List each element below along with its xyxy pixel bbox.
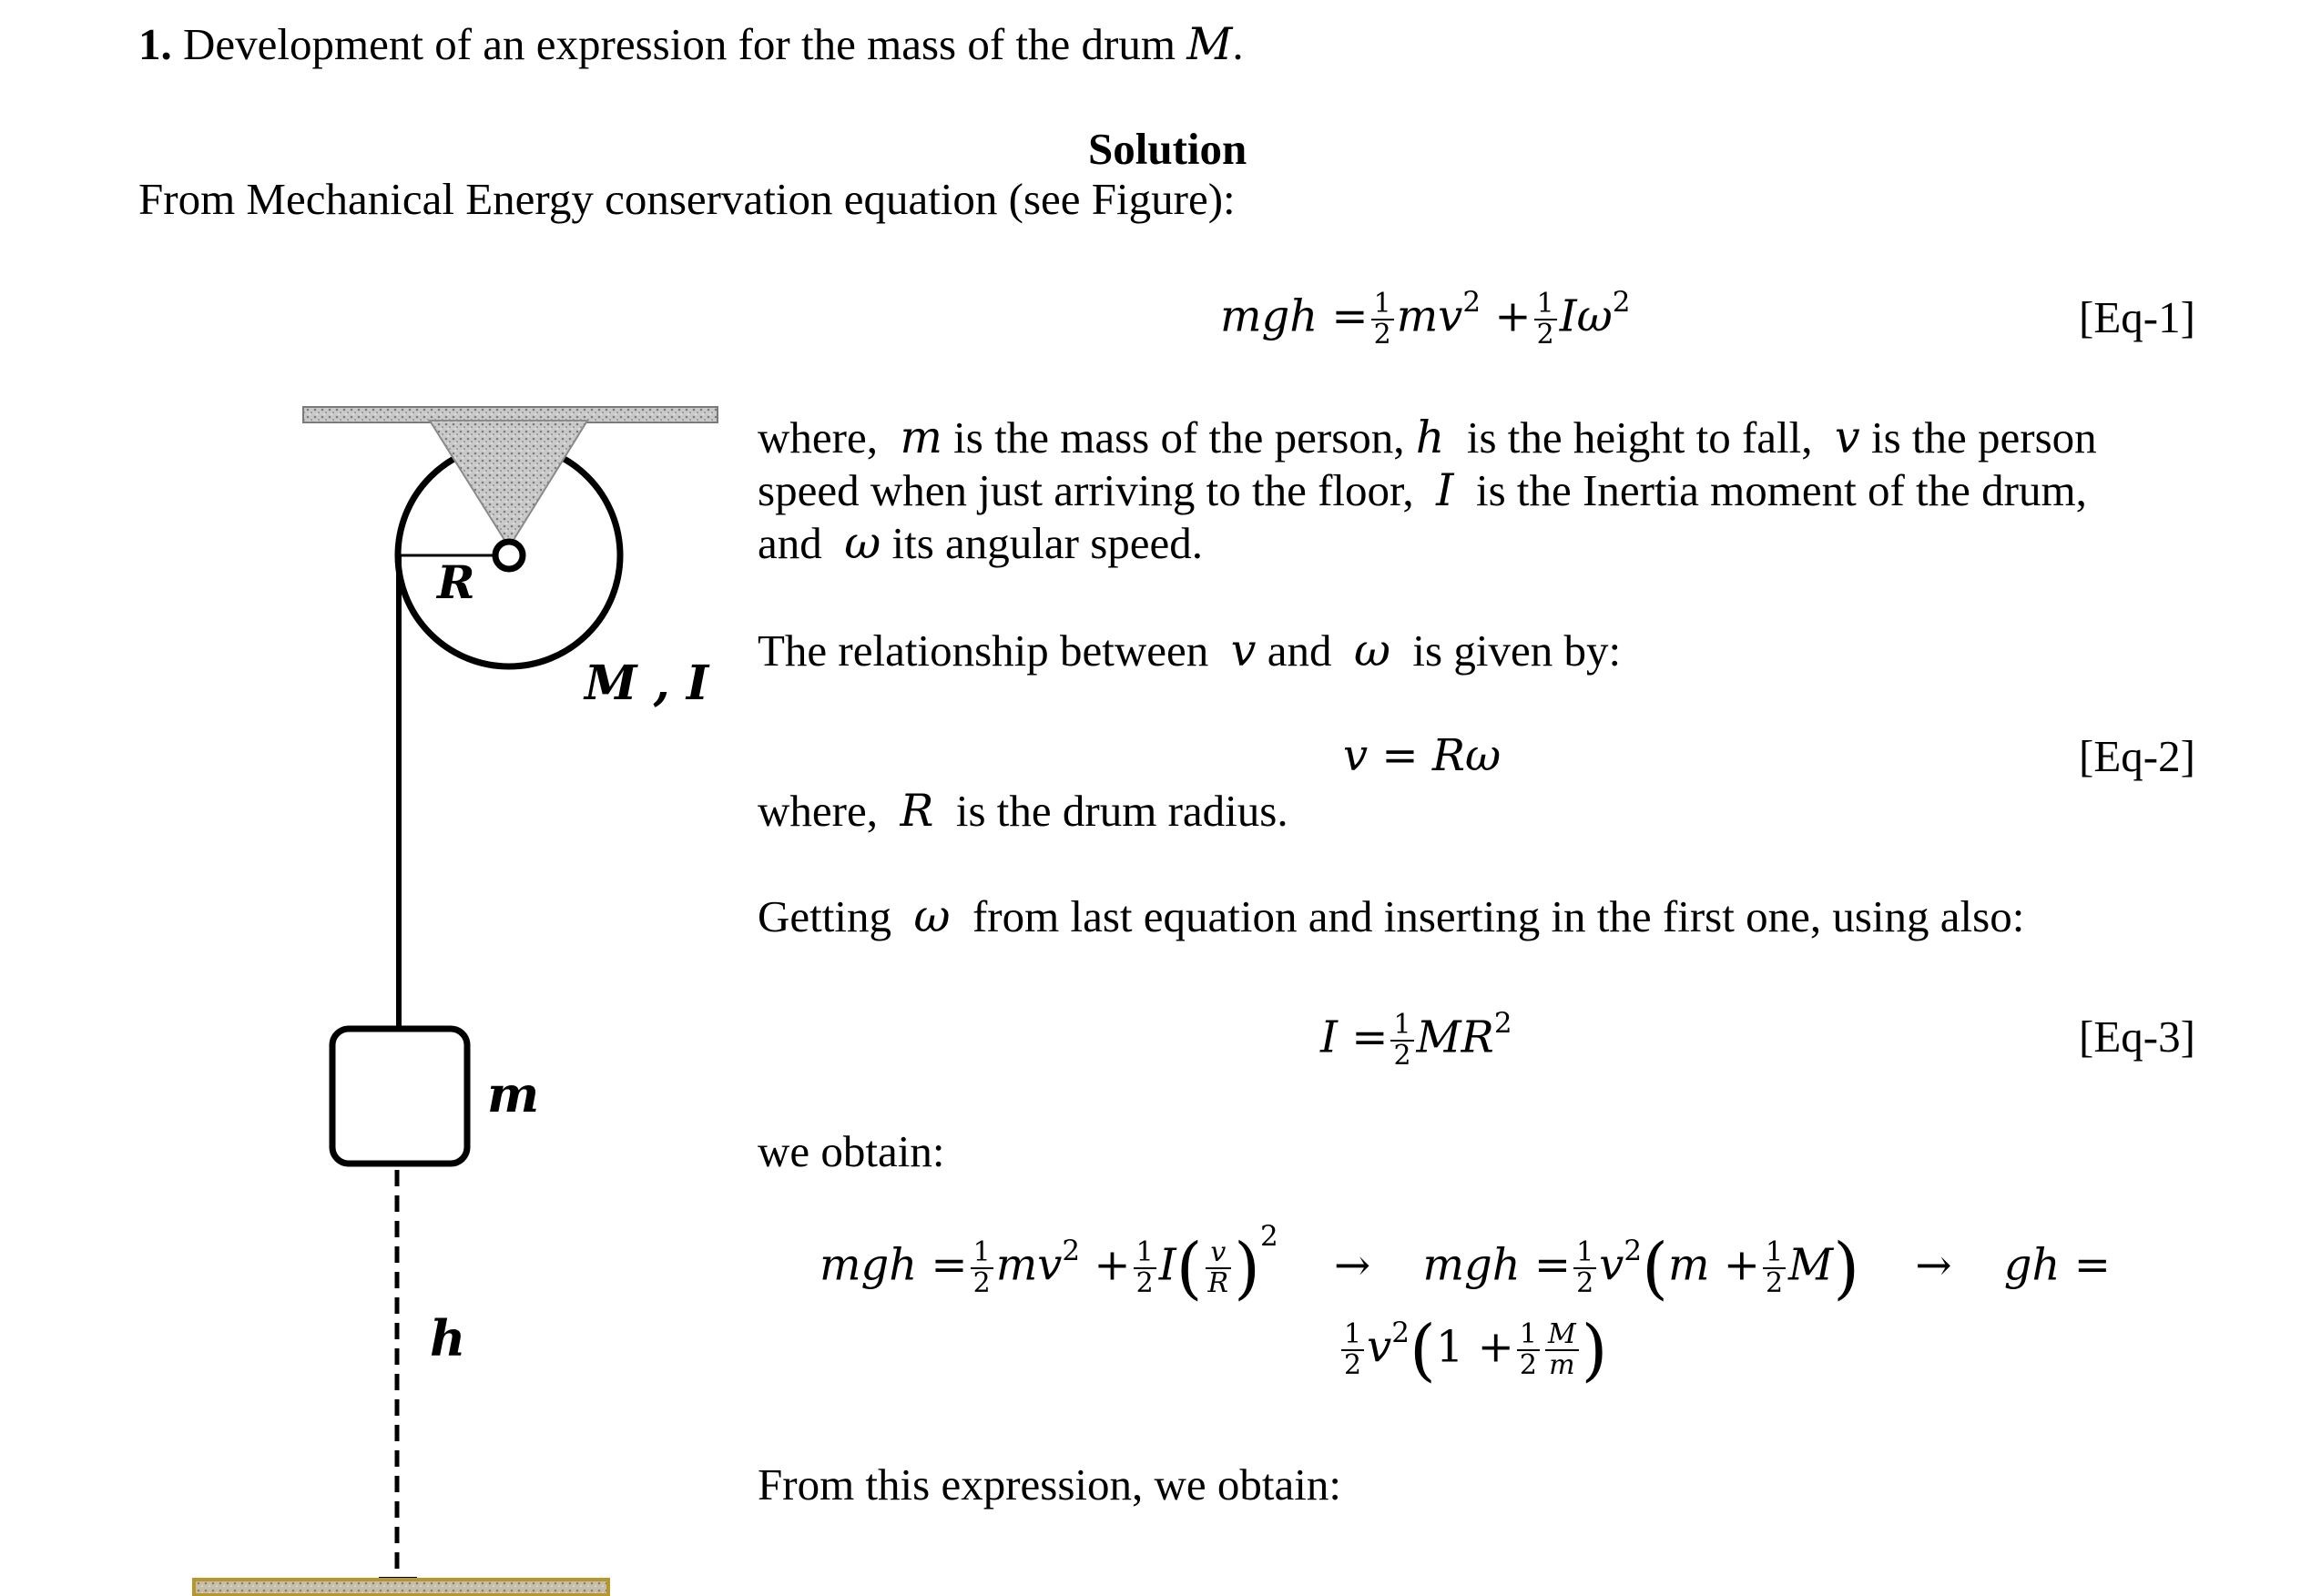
equation-3-label: [Eq-3] [2079, 1011, 2195, 1062]
heading-text: Development of an expression for the mass of the drum [183, 19, 1176, 69]
floor [194, 1580, 608, 1595]
description-line-3: and ω its angular speed. [758, 517, 1204, 569]
drum-label: M , I [585, 656, 709, 711]
description-line-1: where, m is the mass of the person, h is the height to fall, v is the person [758, 412, 2097, 463]
drum-axle [495, 542, 523, 569]
obtain-text: we obtain: [758, 1126, 945, 1176]
intro-text: From Mechanical Energy conservation equation (see Figure): [138, 174, 1236, 224]
derivation-equation-line-1: mgh = $\frac{1}{2}$ $mv^2$ + $\frac{1}{2}$ I( $\frac{v}{R}$ )$^2$ → mgh = $\frac{1}{2}$ $v^2(m$ + $\frac{1}{2}$ M) → gh = [820, 1219, 2111, 1307]
heading-symbol: M [1186, 18, 1233, 70]
radius-note: where, R is the drum radius. [758, 785, 1288, 837]
radius-label: R [437, 555, 475, 609]
description-line-2: speed when just arriving to the floor, I is the Inertia moment of the drum, [758, 464, 2087, 516]
height-label: h [430, 1309, 466, 1367]
relationship-text: The relationship between v and ω is given by: [758, 625, 1622, 676]
section-heading: 1. Development of an expression for the mass of the drum M. [138, 18, 1244, 70]
equation-1-label: [Eq-1] [2079, 292, 2195, 342]
equation-1: mgh = $\frac{1}{2}$ $mv^2$ + $\frac{1}{2}$ $I\omega^2$ [1220, 285, 1631, 351]
equation-2: v = Rω [1343, 730, 1502, 781]
mass-block [332, 1029, 467, 1164]
solution-title: Solution [1088, 124, 1247, 174]
equation-3: I = $\frac{1}{2}$ $MR^2$ [1320, 1006, 1512, 1072]
derivation-equation-line-2: $\frac{1}{2}$ $v^2(1$ + $\frac{1}{2}$ $\frac{M}{m}$ ) [1339, 1320, 1608, 1380]
mass-label: m [487, 1065, 540, 1123]
heading-number: 1. [138, 19, 172, 69]
substitution-text: Getting ω from last equation and inserting in the first one, using also: [758, 890, 2025, 942]
final-text: From this expression, we obtain: [758, 1459, 1342, 1510]
drum-figure [0, 0, 747, 1596]
drum-support [430, 421, 587, 547]
equation-2-label: [Eq-2] [2079, 731, 2195, 781]
